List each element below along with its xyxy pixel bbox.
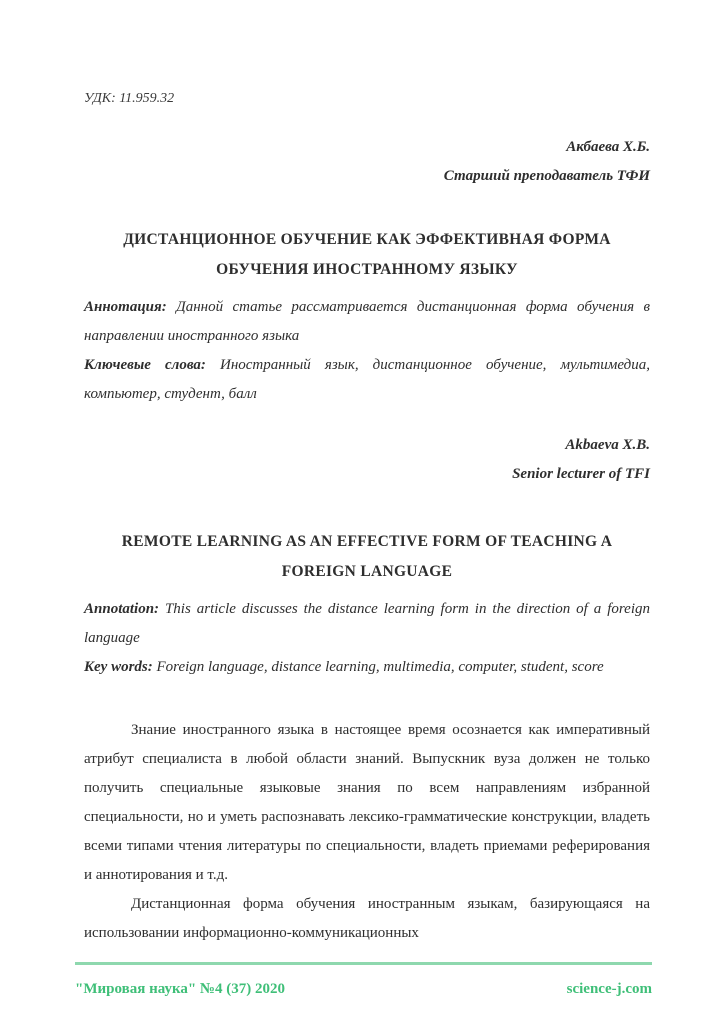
keywords-ru <box>84 351 650 409</box>
keywords-ru-label: Ключевые слова: <box>84 357 206 373</box>
keywords-en-label: Key words: <box>84 659 153 675</box>
annotation-en <box>84 595 650 653</box>
annotation-en-label: Annotation: <box>84 601 160 617</box>
page-footer <box>75 962 652 1004</box>
author-affiliation-en: Senior lecturer of TFI <box>512 466 650 482</box>
article-body <box>84 716 650 948</box>
body-paragraph: Знание иностранного языка в настоящее время осознается как императивный атрибут специалиста в любой области знаний. Выпускник вуза должен не только получить специальные языковые знания по всем направлениям избранной специальности, но и уметь распознавать лексико-грамматические конструкции, владеть всеми типами чтения литературы по специальности, владеть приемами реферирования и аннотирования и т.д. <box>84 722 650 883</box>
journal-issue-label: "Мировая наука" №4 (37) 2020 <box>75 981 285 997</box>
keywords-ru-text: Иностранный язык, дистанционное обучение, мультимедиа, компьютер, студент, балл <box>84 357 651 402</box>
article-title-ru: ДИСТАНЦИОННОЕ ОБУЧЕНИЕ КАК ЭФФЕКТИВНАЯ ФОРМА ОБУЧЕНИЯ ИНОСТРАННОМУ ЯЗЫКУ <box>123 231 611 278</box>
body-paragraph: Дистанционная форма обучения иностранным языкам, базирующаяся на использовании информационно-коммуникационных <box>84 896 650 941</box>
udc-number: УДК: 11.959.32 <box>84 91 175 106</box>
author-name-ru: Акбаева Х.Б. <box>566 139 650 155</box>
author-name-en: Akbaeva X.B. <box>565 437 650 453</box>
author-affiliation-ru: Старший преподаватель ТФИ <box>443 168 650 184</box>
keywords-en <box>84 653 650 682</box>
annotation-ru <box>84 293 650 351</box>
author-block-ru <box>84 133 650 191</box>
article-title-en: REMOTE LEARNING AS AN EFFECTIVE FORM OF TEACHING A FOREIGN LANGUAGE <box>121 533 613 580</box>
annotation-en-text: This article discusses the distance learning form in the direction of a foreign language <box>84 601 650 646</box>
annotation-ru-label: Аннотация: <box>84 299 167 315</box>
author-block-en <box>84 431 650 489</box>
keywords-en-text: Foreign language, distance learning, multimedia, computer, student, score <box>152 659 604 675</box>
annotation-ru-text: Данной статье рассматривается дистанционная форма обучения в направлении иностранного языка <box>84 299 650 344</box>
journal-website: science-j.com <box>566 981 652 997</box>
